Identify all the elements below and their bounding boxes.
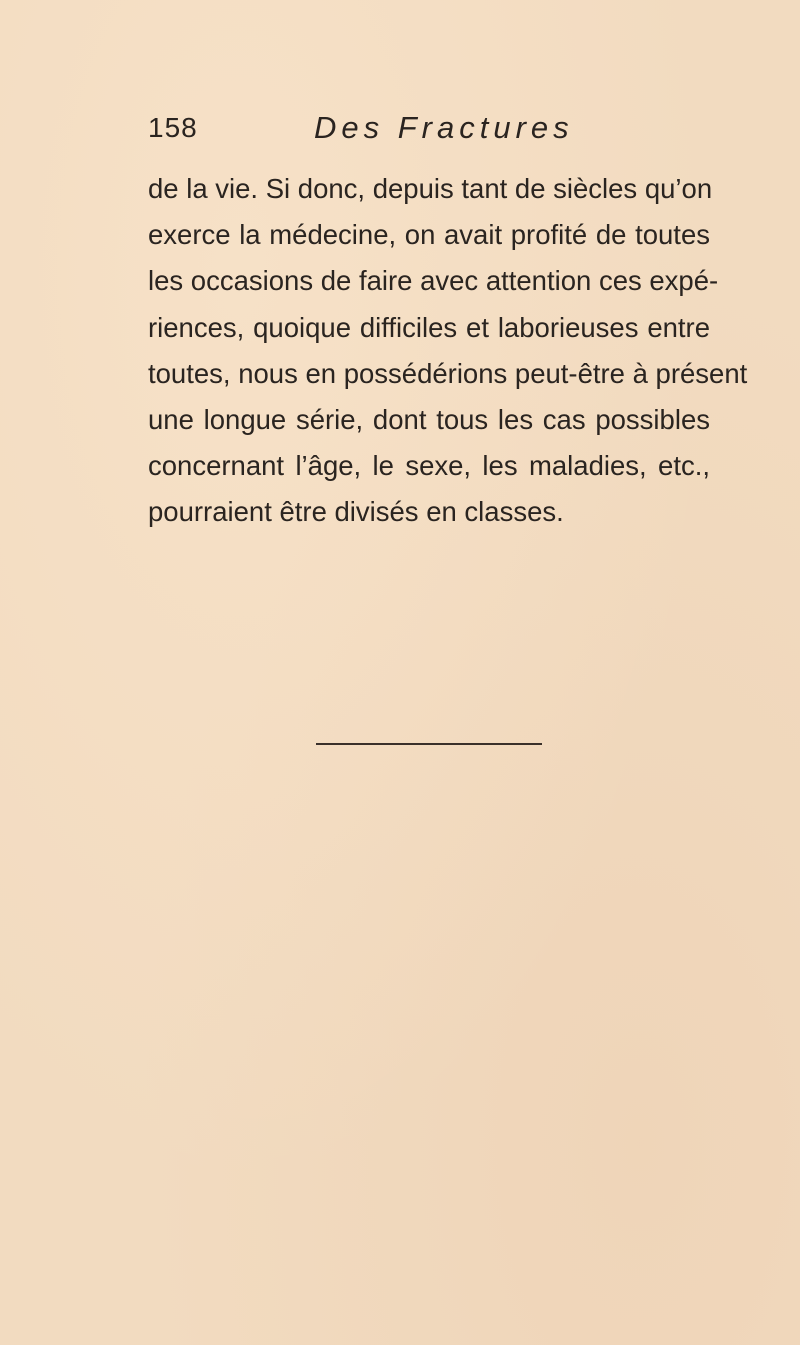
section-end-rule bbox=[316, 743, 542, 745]
running-title: Des Fractures bbox=[314, 110, 574, 145]
running-head bbox=[148, 112, 708, 156]
text-line: riences, quoique difficiles et laborieuses entre bbox=[148, 311, 710, 343]
text-line: toutes, nous en possédérions peut-être à présent bbox=[148, 357, 748, 389]
text-line: de la vie. Si donc, depuis tant de siècles qu’on bbox=[148, 173, 713, 204]
text-line: concernant l’âge, le sexe, les maladies, etc., bbox=[148, 450, 710, 482]
text-line: une longue série, dont tous les cas possibles bbox=[148, 404, 710, 436]
body-paragraph bbox=[148, 166, 748, 536]
text-line: exerce la médecine, on avait profité de toutes bbox=[148, 219, 710, 251]
text-line: les occasions de faire avec attention ces expé- bbox=[148, 265, 719, 297]
text-line: pourraient être divisés en classes. bbox=[148, 496, 564, 528]
page-number: 158 bbox=[148, 112, 198, 143]
